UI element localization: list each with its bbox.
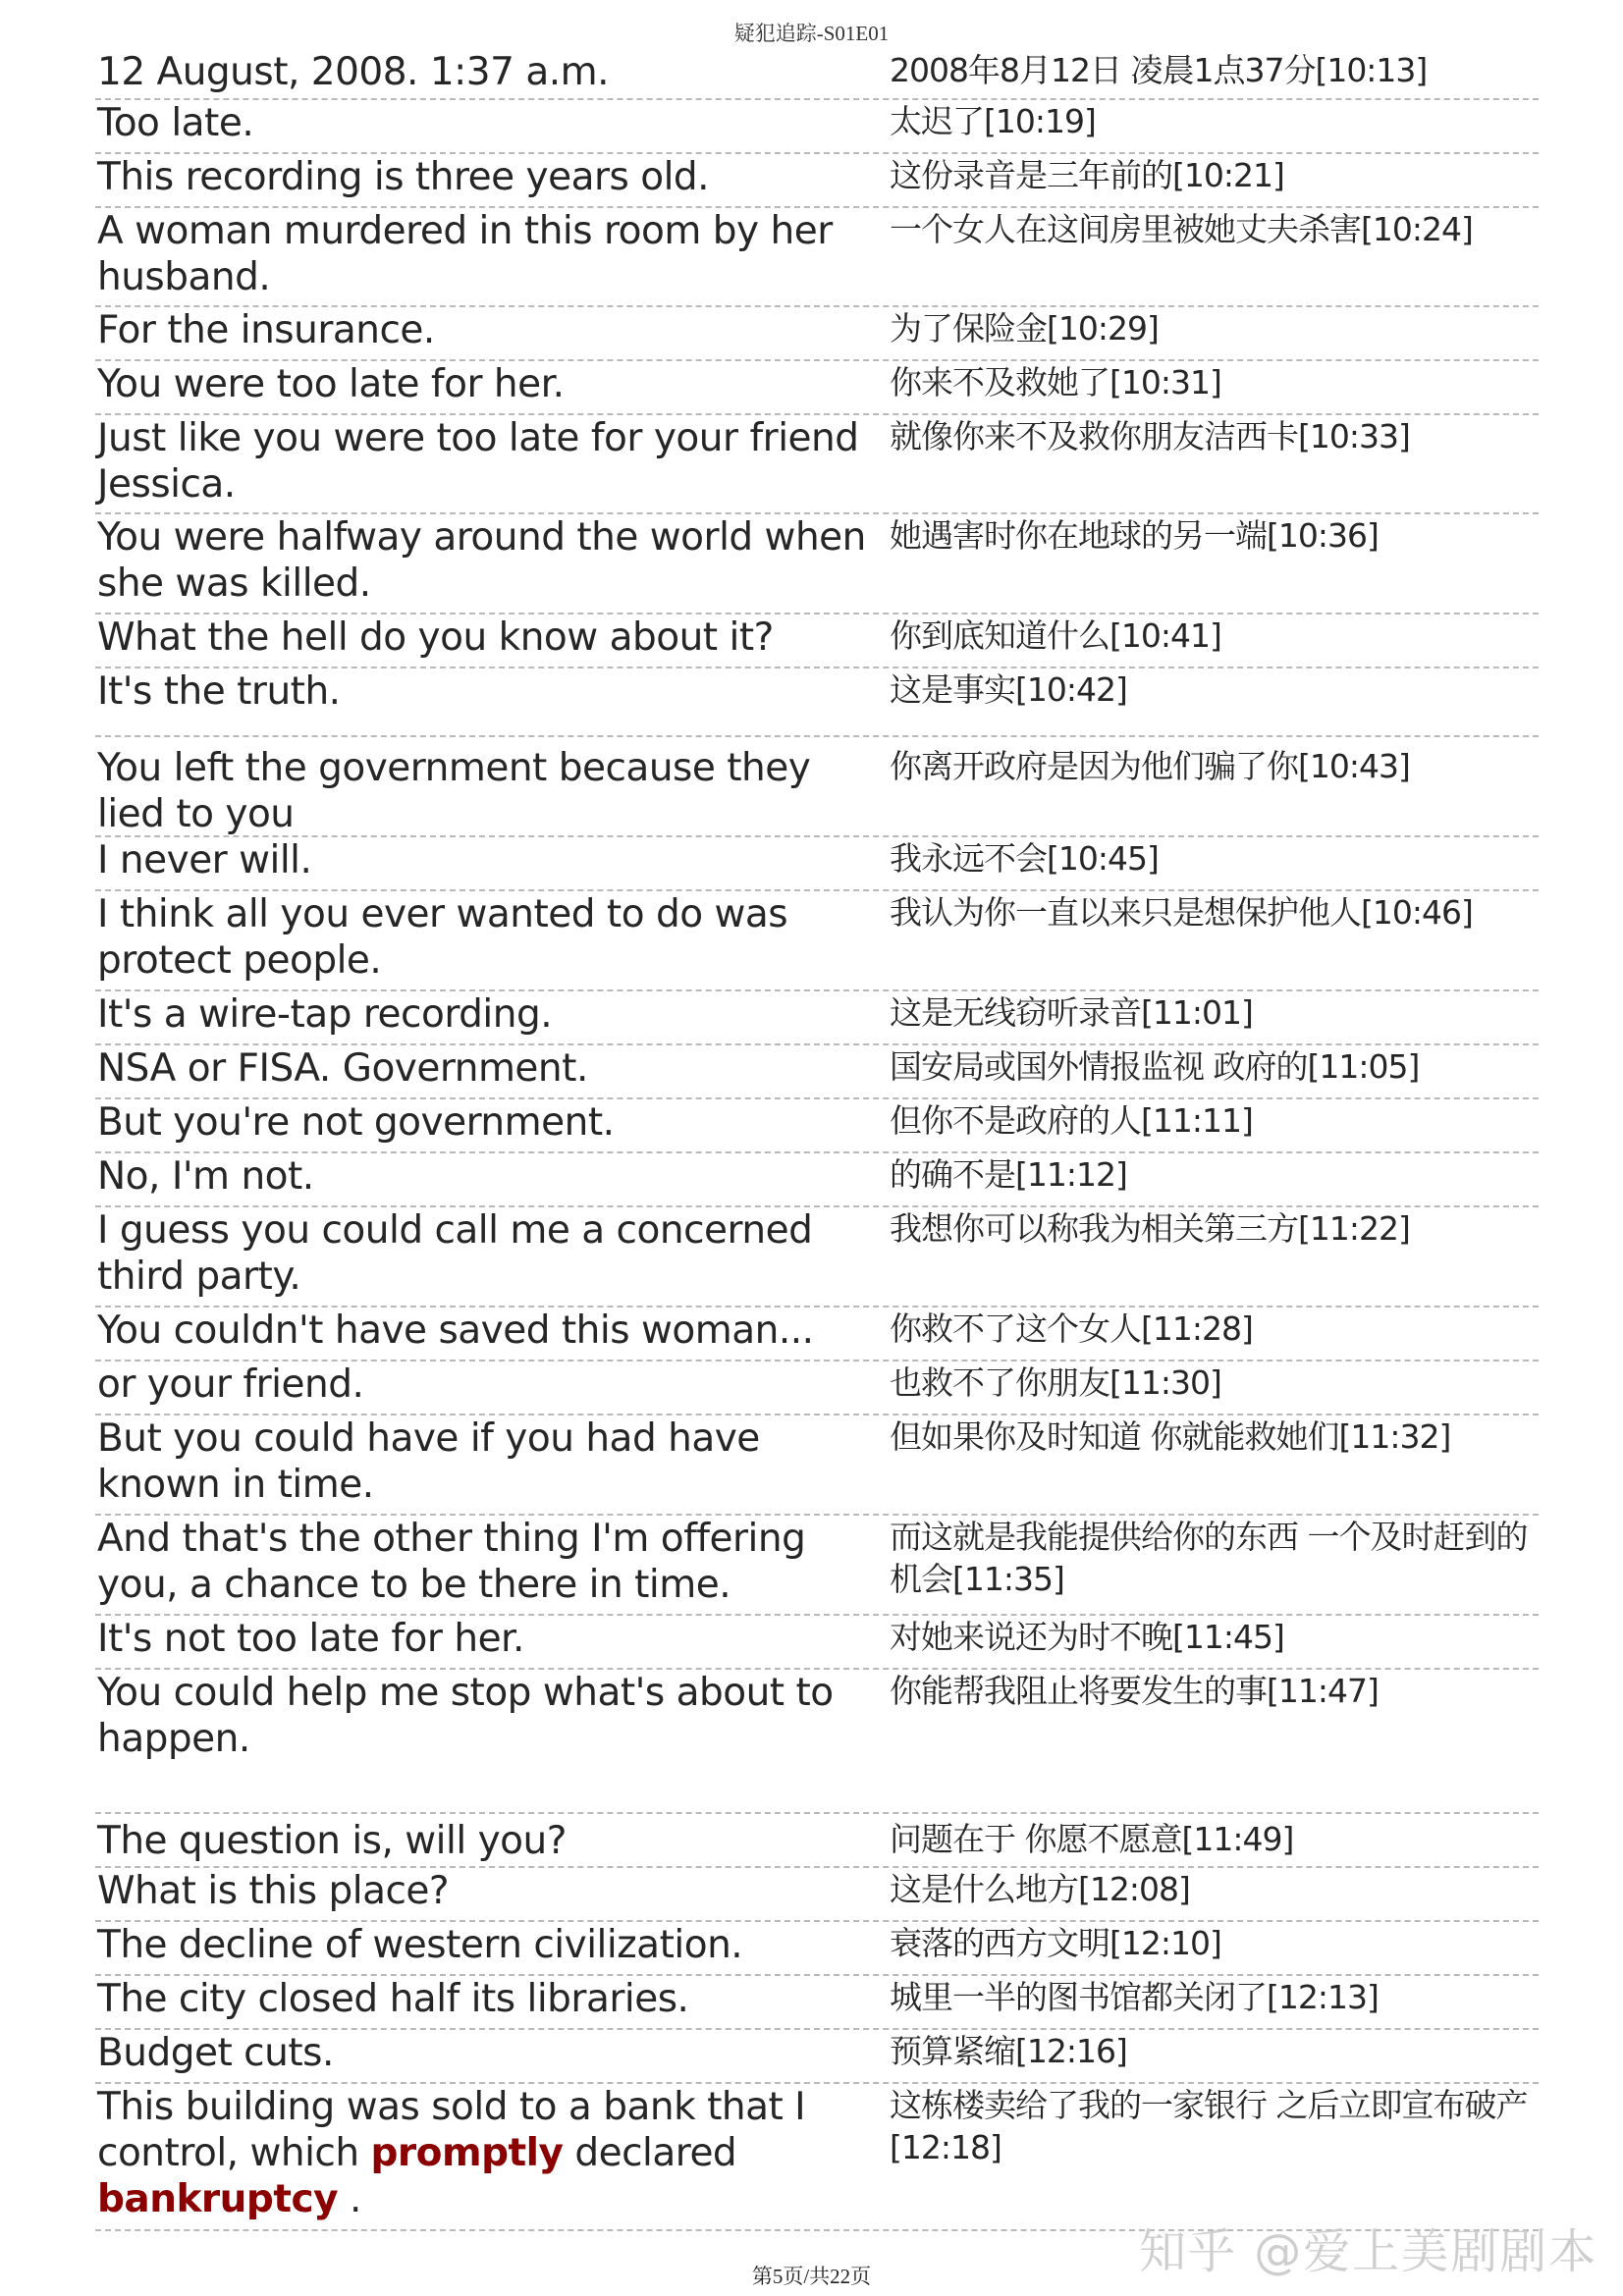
chinese-line: 2008年8月12日 凌晨1点37分[10:13] (890, 51, 1428, 89)
subtitle-row (95, 208, 1539, 307)
english-line (97, 2084, 883, 2222)
chinese-line: 我认为你一直以来只是想保护他人[10:46] (890, 893, 1473, 932)
subtitle-row (95, 991, 1539, 1045)
english-line: or your friend. (97, 1362, 364, 1407)
english-line: But you're not government. (97, 1100, 615, 1145)
english-line: It's the truth. (97, 669, 341, 714)
subtitle-row (95, 49, 1539, 100)
chinese-line: 而这就是我能提供给你的东西 一个及时赶到的机会[11:35] (890, 1518, 1528, 1598)
english-line: The decline of western civilization. (97, 1923, 743, 1967)
english-line: Budget cuts. (97, 2031, 334, 2075)
english-line: For the insurance. (97, 308, 435, 352)
chinese-line: 你救不了这个女人[11:28] (890, 1309, 1253, 1348)
document-header-title: 疑犯追踪-S01E01 (733, 22, 890, 45)
english-line: 12 August, 2008. 1:37 a.m. (97, 50, 610, 94)
chinese-line: 但你不是政府的人[11:11] (890, 1101, 1253, 1140)
subtitle-row (95, 2084, 1539, 2231)
subtitle-row (95, 1207, 1539, 1308)
page-indicator: 第5页/共22页 (751, 2265, 872, 2288)
english-line: A woman murdered in this room by her husband. (97, 209, 833, 299)
english-line: You were halfway around the world when she was killed. (97, 515, 866, 606)
subtitle-row (95, 2030, 1539, 2084)
subtitle-row (95, 891, 1539, 991)
chinese-line: 你到底知道什么[10:41] (890, 616, 1221, 655)
subtitle-row (95, 1516, 1539, 1616)
highlighted-word-bankruptcy: bankruptcy (97, 2177, 339, 2221)
english-line: You could help me stop what's about to happen. (97, 1671, 834, 1761)
english-line: Just like you were too late for your friend Jessica. (97, 416, 859, 507)
subtitle-row (95, 415, 1539, 514)
chinese-line: 预算紧缩[12:16] (890, 2032, 1127, 2070)
english-line: I guess you could call me a concerned third party. (97, 1208, 813, 1299)
subtitle-row (95, 1670, 1539, 1814)
english-line: This recording is three years old. (97, 155, 710, 199)
chinese-line: 城里一半的图书馆都关闭了[12:13] (890, 1978, 1379, 2016)
chinese-line: 我想你可以称我为相关第三方[11:22] (890, 1209, 1410, 1248)
english-line: The question is, will you? (97, 1819, 567, 1863)
chinese-line: 一个女人在这间房里被她丈夫杀害[10:24] (890, 210, 1473, 248)
subtitle-row (95, 614, 1539, 668)
english-line: The city closed half its libraries. (97, 1977, 689, 2021)
subtitle-row (95, 1153, 1539, 1207)
subtitle-row (95, 1045, 1539, 1099)
subtitle-row (95, 1362, 1539, 1415)
subtitle-row (95, 1922, 1539, 1976)
subtitle-row (95, 1616, 1539, 1670)
subtitle-row (95, 1308, 1539, 1362)
chinese-line: 这是什么地方[12:08] (890, 1870, 1190, 1908)
english-text: declared (563, 2131, 737, 2175)
chinese-line: 对她来说还为时不晚[11:45] (890, 1618, 1284, 1656)
subtitle-row (95, 361, 1539, 415)
subtitle-row (95, 837, 1539, 891)
english-line: I think all you ever wanted to do was protect people. (97, 892, 788, 983)
subtitle-row (95, 1814, 1539, 1868)
subtitle-row (95, 100, 1539, 154)
english-line: You couldn't have saved this woman... (97, 1308, 814, 1353)
chinese-line: 这是无线窃听录音[11:01] (890, 993, 1253, 1032)
subtitle-row (95, 307, 1539, 361)
english-line: It's not too late for her. (97, 1617, 524, 1661)
english-line: I never will. (97, 838, 312, 882)
chinese-line: 你离开政府是因为他们骗了你[10:43] (890, 747, 1410, 785)
chinese-line: 问题在于 你愿不愿意[11:49] (890, 1820, 1294, 1858)
chinese-line: 衰落的西方文明[12:10] (890, 1924, 1221, 1962)
highlighted-word-promptly: promptly (370, 2131, 564, 2175)
subtitle-row (95, 1868, 1539, 1922)
english-line: Too late. (97, 101, 254, 145)
watermark-text: 知乎 @爱上美剧剧本 (1139, 2224, 1598, 2279)
english-text: This building was sold to a bank that I control, which (97, 2085, 806, 2175)
english-line: And that's the other thing I'm offering you, a chance to be there in time. (97, 1517, 806, 1607)
english-line: No, I'm not. (97, 1154, 314, 1199)
chinese-line: 这栋楼卖给了我的一家银行 之后立即宣布破产[12:18] (890, 2086, 1528, 2166)
subtitle-row (95, 1976, 1539, 2030)
english-line: But you could have if you had have known in time. (97, 1416, 760, 1507)
subtitle-row (95, 514, 1539, 614)
chinese-line: 这是事实[10:42] (890, 670, 1127, 709)
chinese-line: 也救不了你朋友[11:30] (890, 1363, 1221, 1402)
english-line: You were too late for her. (97, 362, 565, 406)
english-line: What is this place? (97, 1869, 450, 1913)
chinese-line: 为了保险金[10:29] (890, 309, 1159, 347)
chinese-line: 就像你来不及救你朋友洁西卡[10:33] (890, 417, 1410, 455)
chinese-line: 但如果你及时知道 你就能救她们[11:32] (890, 1417, 1451, 1456)
subtitle-row (95, 154, 1539, 208)
subtitle-row (95, 1415, 1539, 1516)
chinese-line: 国安局或国外情报监视 政府的[11:05] (890, 1047, 1420, 1086)
chinese-line: 她遇害时你在地球的另一端[10:36] (890, 516, 1379, 555)
english-text: . (338, 2177, 361, 2221)
chinese-line: 的确不是[11:12] (890, 1155, 1127, 1194)
chinese-line: 你能帮我阻止将要发生的事[11:47] (890, 1672, 1379, 1710)
subtitle-row (95, 668, 1539, 737)
english-line: NSA or FISA. Government. (97, 1046, 588, 1091)
chinese-line: 我永远不会[10:45] (890, 839, 1159, 878)
chinese-line: 太迟了[10:19] (890, 102, 1096, 140)
english-line: You left the government because they lied to you (97, 746, 811, 836)
chinese-line: 这份录音是三年前的[10:21] (890, 156, 1284, 194)
english-line: It's a wire-tap recording. (97, 992, 553, 1037)
chinese-line: 你来不及救她了[10:31] (890, 363, 1221, 401)
subtitle-row (95, 1099, 1539, 1153)
subtitle-row (95, 737, 1539, 837)
english-line: What the hell do you know about it? (97, 615, 774, 660)
